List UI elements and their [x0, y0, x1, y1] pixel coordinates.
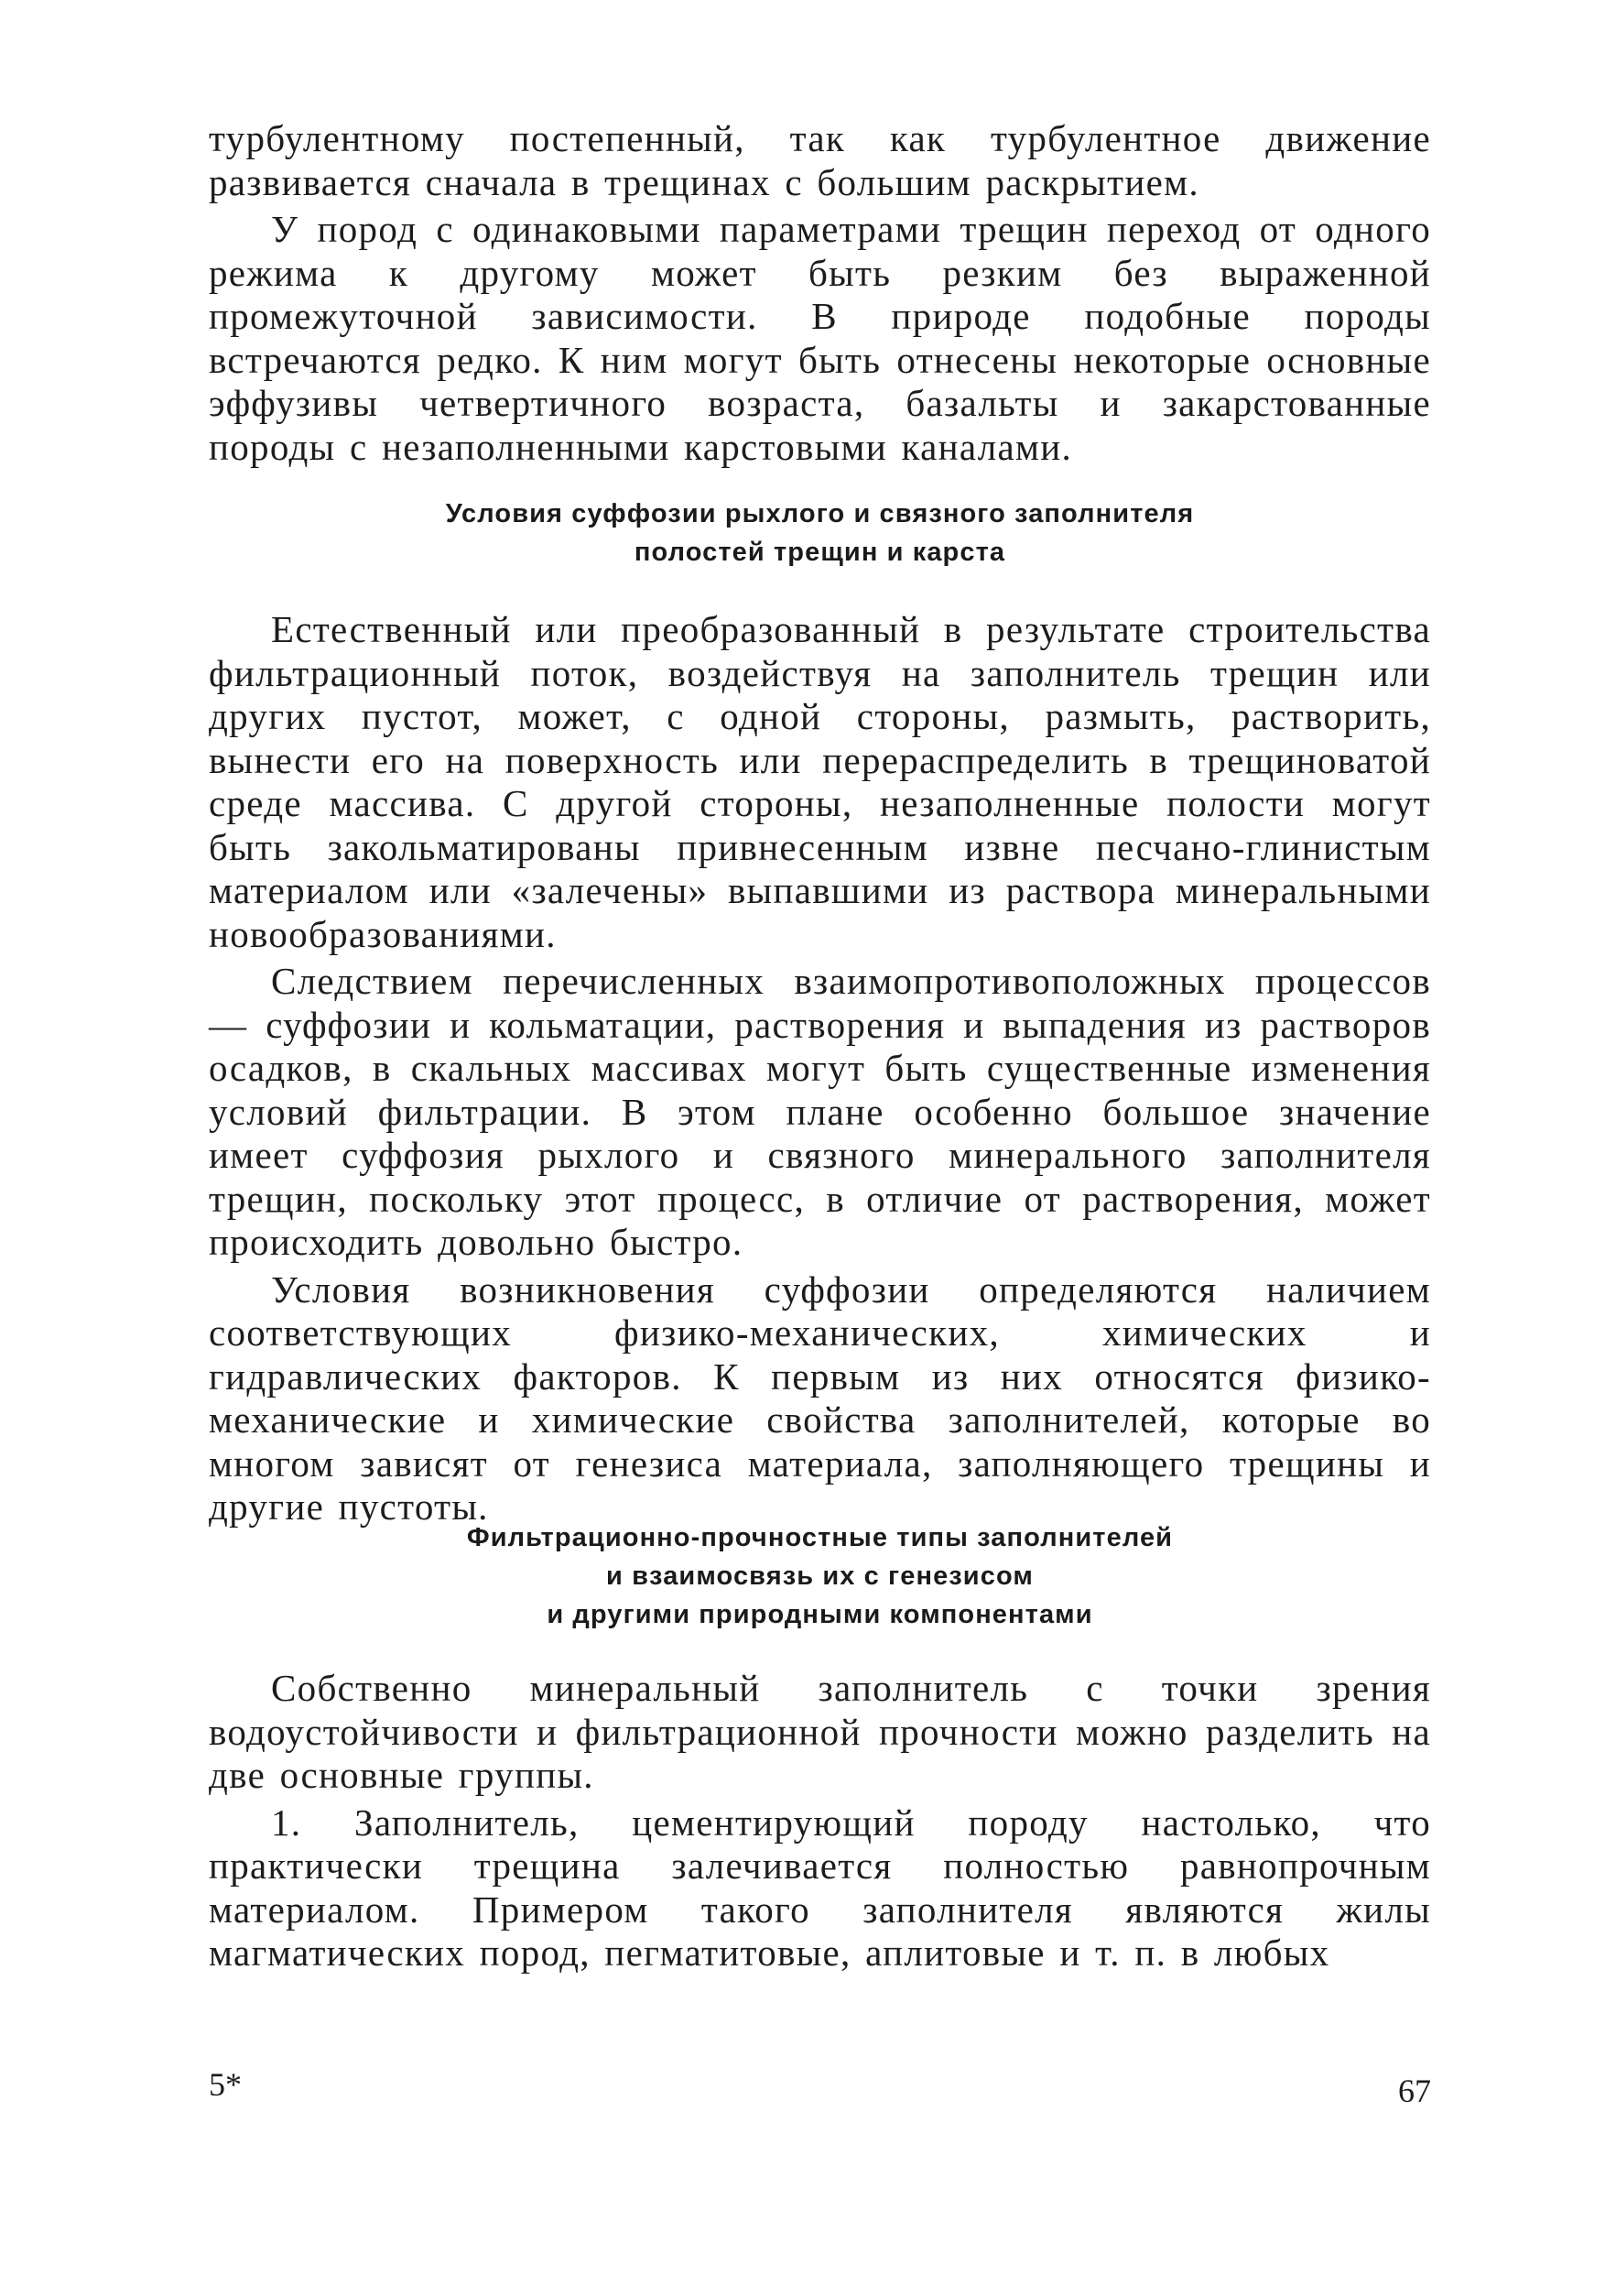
paragraph-continuation: турбулентному постепенный, так как турбулентное движение развивается сначала в трещинах с большим раскрытием. — [209, 117, 1431, 203]
signature-mark: 5* — [209, 2066, 242, 2103]
bottom-text-block — [209, 1667, 1431, 1975]
heading-line: и взаимосвязь их с генезисом — [606, 1561, 1034, 1591]
page-number: 67 — [1398, 2073, 1431, 2109]
paragraph: Условия возникновения суффозии определяются наличием соответствующих физико-механических, химических и гидравлических факторов. К первым из них относятся физико-механические и химические свойства заполнителей, которые во многом зависят от генезиса материала, заполняющего трещины и другие пустоты. — [209, 1268, 1431, 1528]
paragraph: Следствием перечисленных взаимопротивоположных процессов — суффозии и кольматации, растворения и выпадения из растворов осадков, в скальных массивах могут быть существенные изменения условий фильтрации. В этом плане особенно большое значение имеет суффозия рыхлого и связного минерального заполнителя трещин, поскольку этот процесс, в отличие от растворения, может происходить довольно быстро. — [209, 960, 1431, 1263]
top-text-block — [209, 117, 1431, 469]
heading-line: полостей трещин и карста — [634, 538, 1006, 567]
paragraph: У пород с одинаковыми параметрами трещин переход от одного режима к другому может быть резким без выраженной промежуточной зависимости. В природе подобные породы встречаются редко. К ним могут быть отнесены некоторые основные эффузивы четвертичного возраста, базальты и закарстованные породы с незаполненными карстовыми каналами. — [209, 208, 1431, 468]
heading-line: и другими природными компонентами — [547, 1600, 1093, 1629]
paragraph: Естественный или преобразованный в результате строительства фильтрационный поток, воздействуя на заполнитель трещин или других пустот, может, с одной стороны, размыть, растворить, вынести его на поверхность или перераспределить в трещиноватой среде массива. С другой стороны, незаполненные полости могут быть закольматированы привнесенным извне песчано-глинистым материалом или «залечены» выпавшими из раствора минеральными новообразованиями. — [209, 608, 1431, 955]
heading-line: Условия суффозии рыхлого и связного заполнителя — [445, 499, 1195, 528]
heading-line: Фильтрационно-прочностные типы заполнителей — [466, 1523, 1174, 1552]
paragraph: Собственно минеральный заполнитель с точки зрения водоустойчивости и фильтрационной прочности можно разделить на две основные группы. — [209, 1667, 1431, 1796]
paragraph: 1. Заполнитель, цементирующий породу настолько, что практически трещина залечивается полностью равнопрочным материалом. Примером такого заполнителя являются жилы магматических пород, пегматитовые, аплитовые и т. п. в любых — [209, 1801, 1431, 1974]
section-heading-1 — [209, 495, 1431, 571]
middle-text-block — [209, 608, 1431, 1529]
section-heading-2 — [209, 1518, 1431, 1634]
